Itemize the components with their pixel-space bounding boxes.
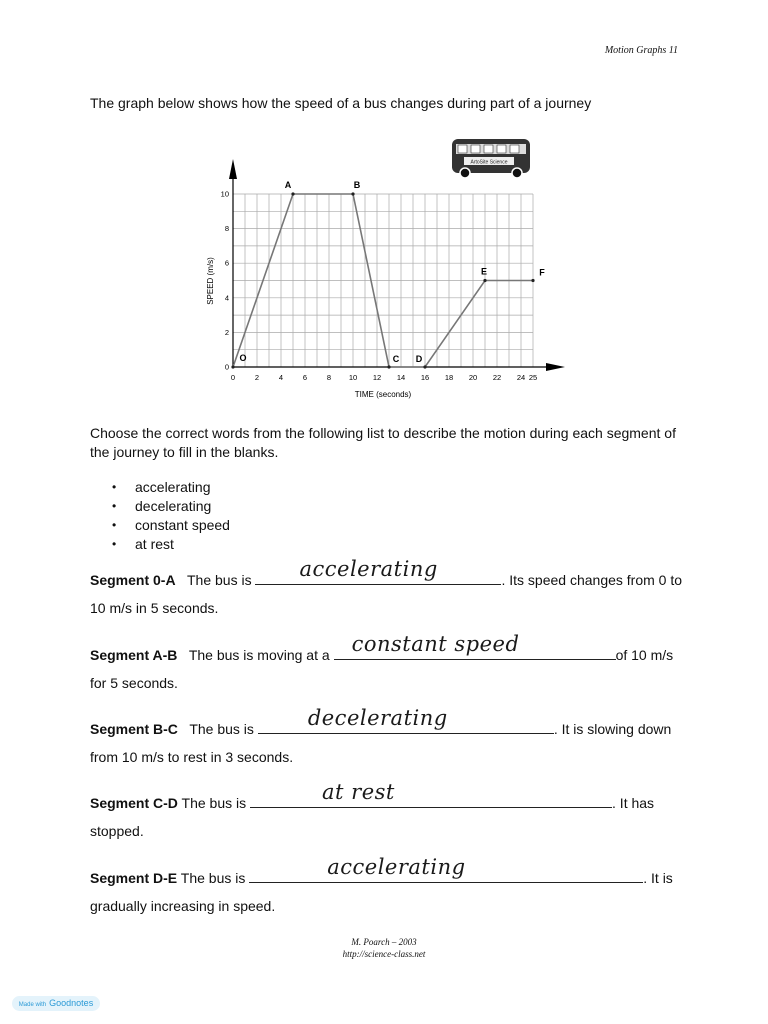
x-tick-label: 4 bbox=[278, 373, 284, 382]
segment-prefix: The bus is moving at a bbox=[188, 647, 330, 663]
speed-time-graph bbox=[190, 135, 590, 407]
intro-text: The graph below shows how the speed of a bus changes during part of a journey bbox=[90, 95, 592, 111]
x-tick-label: 6 bbox=[302, 373, 308, 382]
footer-url: http://science-class.net bbox=[342, 949, 426, 959]
segment-label: Segment D-E bbox=[90, 870, 178, 886]
chart-axes bbox=[229, 159, 565, 371]
page-footer bbox=[0, 936, 768, 960]
bus-icon bbox=[452, 139, 530, 178]
y-tick-label: 10 bbox=[220, 189, 229, 199]
x-tick-label: 24 bbox=[516, 373, 526, 382]
x-tick-label: 8 bbox=[326, 373, 332, 382]
segment-label: Segment C-D bbox=[90, 795, 178, 811]
handwritten-answer: accelerating bbox=[299, 557, 438, 581]
handwritten-answer: constant speed bbox=[351, 632, 520, 656]
x-tick-label: 20 bbox=[468, 373, 478, 382]
x-tick-label: 12 bbox=[372, 373, 382, 382]
y-tick-labels bbox=[221, 190, 229, 372]
y-tick-label: 6 bbox=[224, 258, 229, 268]
option-item: • decelerating bbox=[112, 497, 230, 516]
y-tick-label: 0 bbox=[224, 362, 229, 372]
point-label: D bbox=[415, 354, 423, 364]
y-axis-arrow bbox=[229, 159, 237, 179]
x-tick-label: 18 bbox=[444, 373, 454, 382]
point-marker bbox=[531, 279, 534, 282]
segment-prefix: The bus is bbox=[181, 795, 247, 811]
option-item: • constant speed bbox=[112, 516, 230, 535]
y-axis-label: SPEED (m/s) bbox=[206, 257, 215, 305]
x-axis-label: TIME (seconds) bbox=[354, 390, 412, 399]
segment-label: Segment A-B bbox=[90, 647, 178, 663]
point-labels bbox=[239, 180, 545, 364]
x-tick-label: 14 bbox=[396, 373, 406, 382]
segment-b-c bbox=[90, 706, 690, 771]
point-label: A bbox=[284, 180, 292, 190]
handwritten-answer: at rest bbox=[322, 780, 395, 804]
segment-suffix: . Its speed changes from 0 to 10 m/s in 5 seconds. bbox=[90, 572, 683, 616]
word-options-list bbox=[112, 478, 230, 554]
x-tick-label: 2 bbox=[254, 373, 260, 382]
segment-suffix: . It is slowing down from 10 m/s to rest in 3 seconds. bbox=[90, 721, 672, 765]
point-marker bbox=[351, 192, 354, 195]
segment-prefix: The bus is bbox=[189, 721, 254, 737]
bus-sign: ArtoSite Science bbox=[470, 159, 508, 166]
point-marker bbox=[291, 192, 294, 195]
point-marker bbox=[231, 365, 234, 368]
answer-blank[interactable] bbox=[250, 780, 612, 808]
option-item: • at rest bbox=[112, 535, 230, 554]
x-tick-label: 25 bbox=[528, 373, 538, 382]
x-axis-arrow bbox=[546, 363, 565, 371]
answer-blank[interactable] bbox=[334, 632, 616, 660]
handwritten-answer: accelerating bbox=[327, 855, 466, 879]
x-tick-label: 0 bbox=[230, 373, 236, 382]
y-tick-label: 4 bbox=[224, 293, 229, 303]
y-tick-label: 2 bbox=[224, 327, 229, 337]
point-label: O bbox=[239, 353, 247, 363]
point-label: C bbox=[392, 354, 400, 364]
point-label: F bbox=[539, 267, 545, 278]
segment-c-d bbox=[90, 780, 690, 845]
segment-label: Segment B-C bbox=[90, 721, 178, 737]
option-item: • accelerating bbox=[112, 478, 230, 497]
footer-author: M. Poarch – 2003 bbox=[351, 937, 417, 947]
point-marker bbox=[423, 365, 426, 368]
answer-blank[interactable] bbox=[258, 706, 554, 734]
x-tick-label: 10 bbox=[348, 373, 358, 382]
point-label: E bbox=[480, 266, 488, 277]
x-tick-labels bbox=[231, 373, 537, 382]
goodnotes-badge[interactable] bbox=[12, 996, 100, 1011]
answer-blank[interactable] bbox=[249, 855, 643, 883]
segment-suffix: . It has stopped. bbox=[90, 795, 655, 839]
handwritten-answer: decelerating bbox=[307, 706, 448, 730]
segment-0-a bbox=[90, 557, 690, 622]
segment-a-b bbox=[90, 632, 690, 697]
x-tick-label: 16 bbox=[420, 373, 430, 382]
answer-blank[interactable] bbox=[255, 557, 501, 585]
point-marker bbox=[387, 365, 390, 368]
segment-suffix: of 10 m/s for 5 seconds. bbox=[90, 647, 674, 691]
page-header: Motion Graphs 11 bbox=[604, 45, 678, 56]
point-label: B bbox=[353, 180, 361, 190]
segment-prefix: The bus is bbox=[187, 572, 252, 588]
x-tick-label: 22 bbox=[492, 373, 502, 382]
badge-brand: Goodnotes bbox=[49, 998, 94, 1008]
segment-label: Segment 0-A bbox=[90, 572, 176, 588]
badge-prefix: Made with bbox=[18, 1002, 47, 1008]
instructions-text: Choose the correct words from the following list to describe the motion during each segment of the journey to fill in the blanks. bbox=[90, 425, 676, 460]
segment-suffix: . It is gradually increasing in speed. bbox=[90, 870, 673, 914]
segment-prefix: The bus is bbox=[180, 870, 246, 886]
point-marker bbox=[483, 279, 486, 282]
segment-d-e bbox=[90, 855, 690, 920]
y-tick-label: 8 bbox=[224, 224, 229, 234]
